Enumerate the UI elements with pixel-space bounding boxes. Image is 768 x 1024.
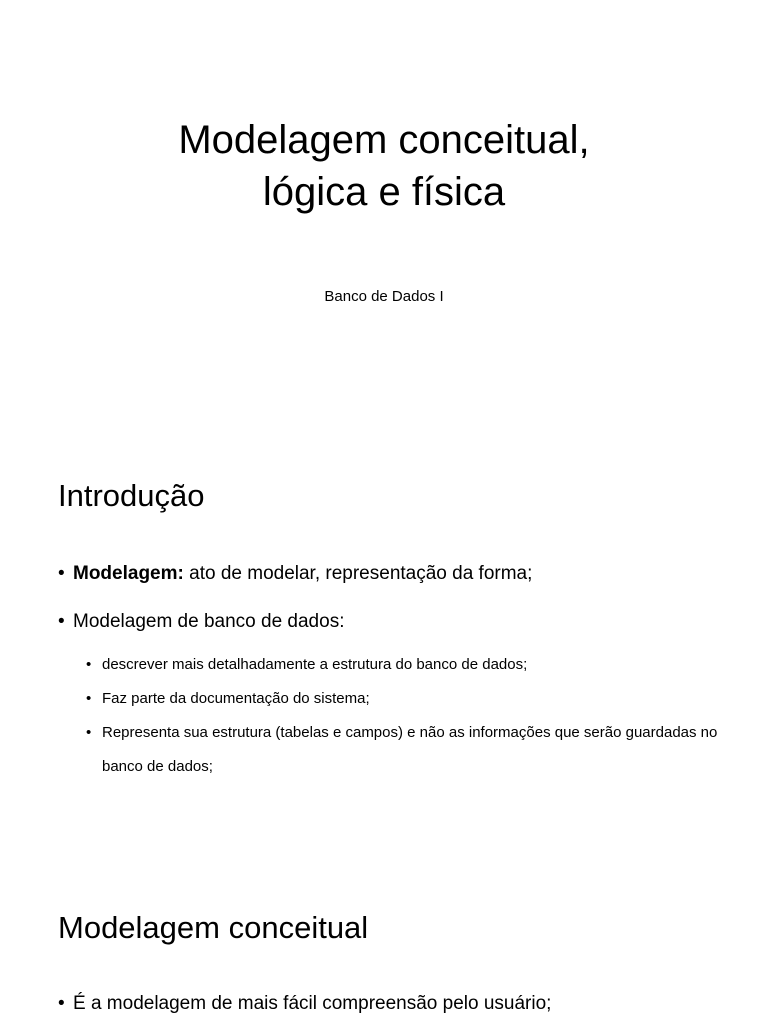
sub-bullet-list [58,648,742,784]
slide-heading: Modelagem conceitual [58,910,369,945]
presentation-title [0,114,768,218]
title-line-2: lógica e física [262,170,506,214]
title-line-1: Modelagem conceitual, [178,118,590,162]
sub-list-item: • Faz parte da documentação do sistema; [86,682,742,716]
bullet-list [58,992,551,1016]
bullet-list [58,562,532,586]
presentation-subtitle: Banco de Dados I [324,288,444,305]
introduction-slide [0,432,768,864]
list-item [58,610,344,634]
bullet-text: Modelagem de banco de dados: [73,611,345,632]
sub-list-item: • Representa sua estrutura (tabelas e campos) e não as informações que serão guardadas no banco de dados; [86,716,742,784]
slide-heading: Introdução [58,478,205,513]
title-slide [0,0,768,432]
sub-list-item: • descrever mais detalhadamente a estrutura do banco de dados; [86,648,742,682]
conceptual-modeling-slide [0,864,768,1024]
bullet-definition: ato de modelar, representação da forma; [183,563,533,584]
list-item [58,992,551,1016]
list-item [58,562,532,586]
bullet-list [58,610,344,634]
bullet-term: Modelagem: [73,563,184,584]
bullet-text: É a modelagem de mais fácil compreensão pelo usuário; [73,993,552,1014]
